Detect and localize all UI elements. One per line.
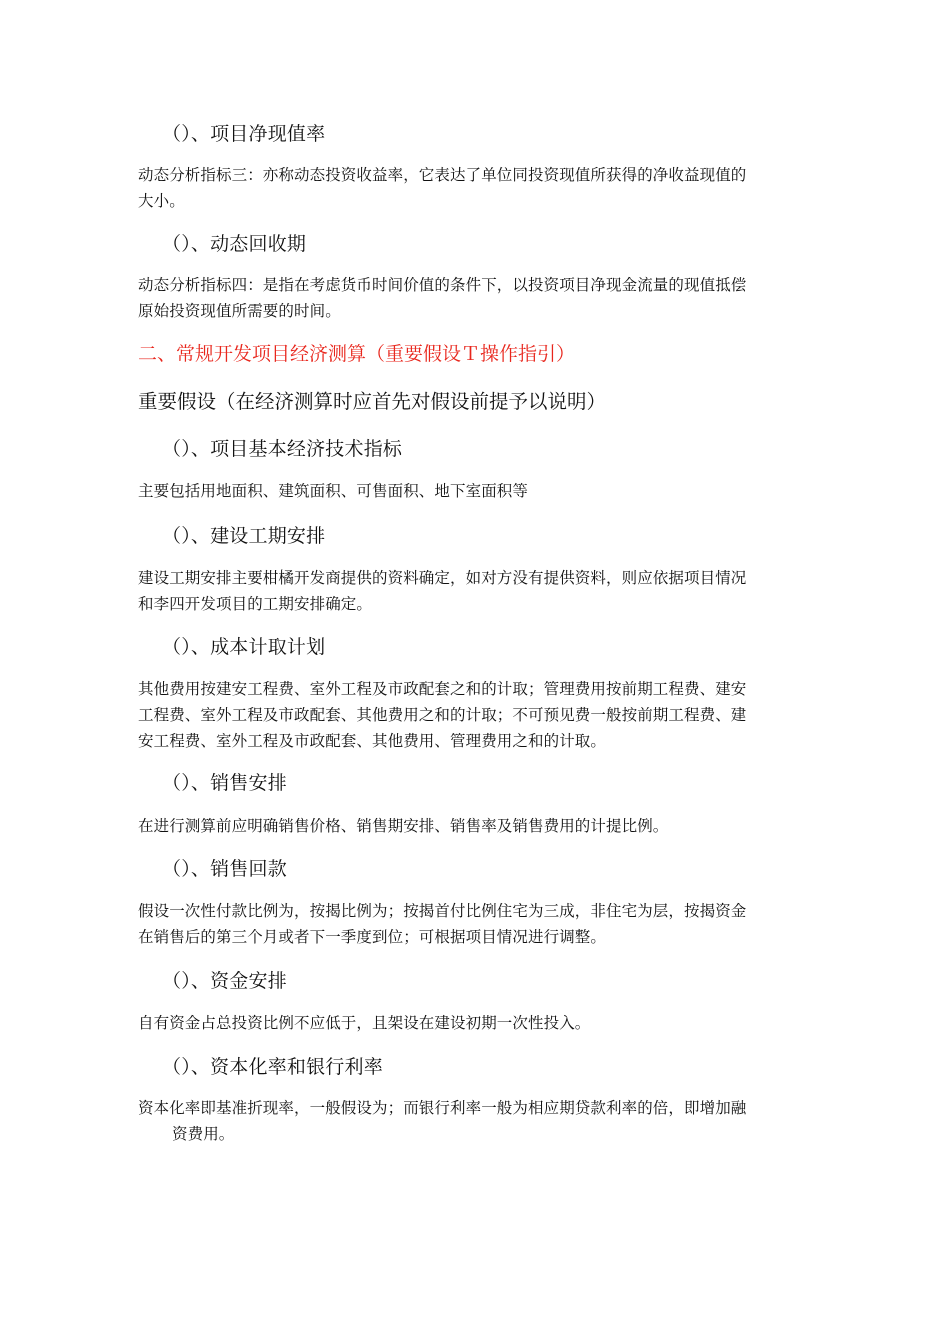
paragraph-line: 自有资金占总投资比例不应低于，且架设在建设初期一次性投入。 (138, 1014, 591, 1032)
heading-sales: （）、销售安排 (162, 772, 287, 794)
paragraph-rates (138, 1095, 818, 1147)
heading-dynamic-payback: （）、动态回收期 (162, 233, 307, 255)
paragraph-line: 资本化率即基准折现率，一般假设为；而银行利率一般为相应期贷款利率的倍，即增加融 (138, 1099, 747, 1117)
assumptions-title: 重要假设（在经济测算时应首先对假设前提予以说明） (138, 390, 607, 413)
paragraph-cost-plan (138, 676, 818, 754)
heading-rates: （）、资本化率和银行利率 (162, 1056, 383, 1078)
heading-cost-plan: （）、成本计取计划 (162, 636, 326, 658)
paragraph-line: 动态分析指标四：是指在考虑货币时间价值的条件下，以投资项目净现金流量的现值抵偿 (138, 276, 747, 294)
paragraph-collection (138, 898, 818, 950)
section-title: 二、常规开发项目经济测算（重要假设Ｔ操作指引） (138, 343, 576, 365)
paragraph-line: 安工程费、室外工程及市政配套、其他费用、管理费用之和的计取。 (138, 732, 607, 750)
heading-npv-ratio: （）、项目净现值率 (162, 123, 326, 145)
paragraph-sales (138, 813, 818, 839)
paragraph-line: 和李四开发项目的工期安排确定。 (138, 595, 373, 613)
paragraph-indicators (138, 478, 818, 504)
paragraph-line: 在销售后的第三个月或者下一季度到位；可根据项目情况进行调整。 (138, 928, 607, 946)
paragraph-line: 主要包括用地面积、建筑面积、可售面积、地下室面积等 (138, 482, 529, 500)
paragraph-line: 工程费、室外工程及市政配套、其他费用之和的计取；不可预见费一般按前期工程费、建 (138, 706, 747, 724)
paragraph-line: 假设一次性付款比例为，按揭比例为；按揭首付比例住宅为三成，非住宅为层，按揭资金 (138, 902, 747, 920)
paragraph-npv-ratio (138, 162, 818, 214)
paragraph-line: 动态分析指标三：亦称动态投资收益率，它表达了单位同投资现值所获得的净收益现值的 (138, 166, 747, 184)
heading-collection: （）、销售回款 (162, 858, 287, 880)
paragraph-schedule (138, 565, 818, 617)
paragraph-dynamic-payback (138, 272, 818, 324)
paragraph-line: 其他费用按建安工程费、室外工程及市政配套之和的计取；管理费用按前期工程费、建安 (138, 680, 747, 698)
heading-funding: （）、资金安排 (162, 970, 287, 992)
heading-indicators: （）、项目基本经济技术指标 (162, 438, 403, 460)
paragraph-line: 建设工期安排主要柑橘开发商提供的资料确定，如对方没有提供资料，则应依据项目情况 (138, 569, 747, 587)
paragraph-line: 大小。 (138, 192, 185, 210)
heading-schedule: （）、建设工期安排 (162, 525, 326, 547)
paragraph-line: 资费用。 (172, 1125, 235, 1143)
paragraph-line: 原始投资现值所需要的时间。 (138, 302, 341, 320)
paragraph-line: 在进行测算前应明确销售价格、销售期安排、销售率及销售费用的计提比例。 (138, 817, 669, 835)
paragraph-funding (138, 1010, 818, 1036)
